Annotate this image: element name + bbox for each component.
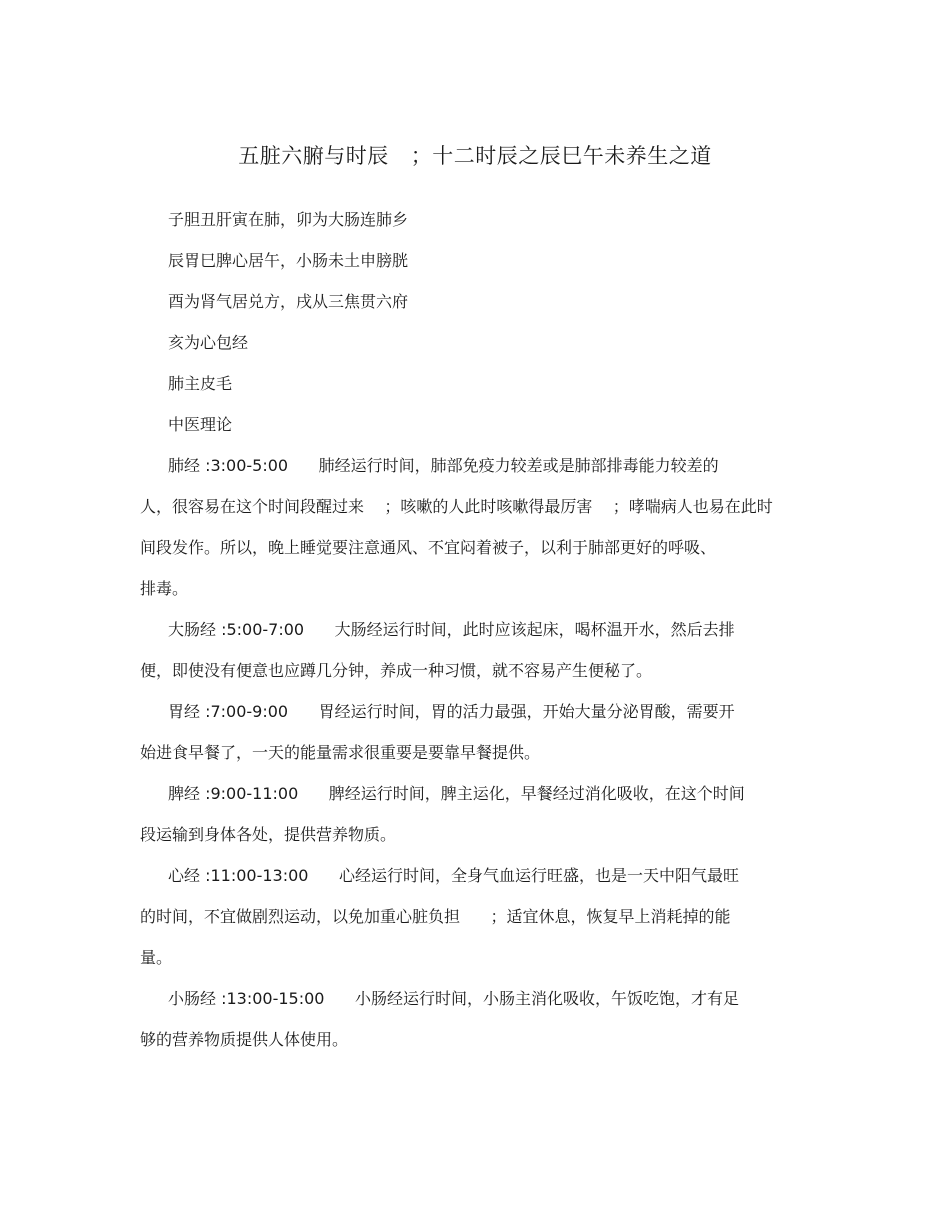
poem-line: 子胆丑肝寅在肺，卯为大肠连肺乡 bbox=[168, 210, 409, 229]
paragraph-line: 心经 :11:00-13:00 心经运行时间，全身气血运行旺盛，也是一天中阳气最旺 bbox=[168, 866, 739, 885]
paragraph-line: 脾经 :9:00-11:00 脾经运行时间，脾主运化，早餐经过消化吸收，在这个时间 bbox=[168, 784, 745, 803]
title-part-1: 五脏六腑与时辰 bbox=[238, 144, 389, 168]
title-part-2: ；十二时辰之辰巳午未养生之道 bbox=[410, 144, 712, 168]
page-title bbox=[0, 140, 950, 170]
paragraph-line: 人，很容易在这个时间段醒过来 ；咳嗽的人此时咳嗽得最厉害 ；哮喘病人也易在此时 bbox=[140, 497, 773, 516]
paragraph-line: 小肠经 :13:00-15:00 小肠经运行时间，小肠主消化吸收，午饭吃饱，才有足 bbox=[168, 989, 739, 1008]
poem-line: 酉为肾气居兑方，戌从三焦贯六府 bbox=[168, 292, 409, 311]
paragraph-line: 大肠经 :5:00-7:00 大肠经运行时间，此时应该起床，喝杯温开水，然后去排 bbox=[168, 620, 735, 639]
paragraph-line: 始进食早餐了，一天的能量需求很重要是要靠早餐提供。 bbox=[140, 743, 541, 762]
poem-line: 肺主皮毛 bbox=[168, 374, 233, 393]
paragraph-line: 够的营养物质提供人体使用。 bbox=[140, 1030, 349, 1049]
paragraph-line: 的时间，不宜做剧烈运动，以免加重心脏负担 ；适宜休息，恢复早上消耗掉的能 bbox=[140, 907, 731, 926]
paragraph-line: 排毒。 bbox=[140, 579, 189, 598]
paragraph-line: 便，即使没有便意也应蹲几分钟，养成一种习惯，就不容易产生便秘了。 bbox=[140, 661, 653, 680]
paragraph-line: 段运输到身体各处，提供营养物质。 bbox=[140, 825, 397, 844]
poem-line: 亥为心包经 bbox=[168, 333, 249, 352]
paragraph-line: 胃经 :7:00-9:00 胃经运行时间，胃的活力最强，开始大量分泌胃酸，需要开 bbox=[168, 702, 735, 721]
paragraph-line: 量。 bbox=[140, 948, 173, 967]
poem-line: 辰胃巳脾心居午，小肠未土申膀胱 bbox=[168, 251, 409, 270]
paragraph-line: 肺经 :3:00-5:00 肺经运行时间，肺部免疫力较差或是肺部排毒能力较差的 bbox=[168, 456, 719, 475]
paragraph-line: 间段发作。所以，晚上睡觉要注意通风、不宜闷着被子，以利于肺部更好的呼吸、 bbox=[140, 538, 717, 557]
poem-line: 中医理论 bbox=[168, 415, 233, 434]
